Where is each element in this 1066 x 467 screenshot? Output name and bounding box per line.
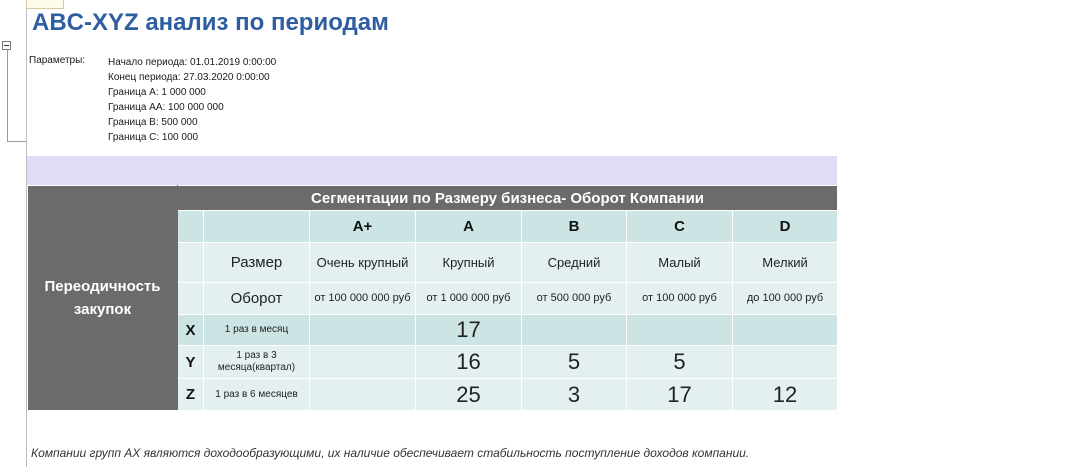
parameter-item: Начало периода: 01.01.2019 0:00:00 [108, 57, 277, 68]
blank-cell [178, 243, 204, 283]
matrix-value-cell [310, 379, 416, 411]
size-cell: Средний [522, 243, 627, 283]
size-cell: Малый [627, 243, 733, 283]
category-header: A+ [310, 211, 416, 243]
parameters-list [108, 55, 276, 145]
matrix-value-cell: 12 [733, 379, 838, 411]
parameter-item: Граница В: 500 000 [108, 117, 198, 128]
turnover-cell: от 1 000 000 руб [416, 283, 522, 315]
matrix-value-cell [627, 315, 733, 346]
frequency-cell: 1 раз в 6 месяцев [204, 379, 310, 411]
matrix-value-cell: 25 [416, 379, 522, 411]
size-row-label: Размер [204, 243, 310, 283]
size-cell: Крупный [416, 243, 522, 283]
matrix-value-cell [310, 346, 416, 379]
xyz-letter: Y [178, 346, 204, 379]
parameter-item: Конец периода: 27.03.2020 0:00:00 [108, 72, 270, 83]
category-header: A [416, 211, 522, 243]
turnover-cell: от 500 000 руб [522, 283, 627, 315]
parameter-item: Граница С: 100 000 [108, 132, 199, 143]
size-cell: Мелкий [733, 243, 838, 283]
turnover-cell: до 100 000 руб [733, 283, 838, 315]
category-header: B [522, 211, 627, 243]
footer-note: Компании групп АХ являются доходообразующими, их наличие обеспечивает стабильность поступление доходов компании. [31, 446, 750, 460]
collapse-group-icon[interactable] [2, 41, 11, 50]
xyz-letter: X [178, 315, 204, 346]
matrix-value-cell: 17 [627, 379, 733, 411]
blank-cell [178, 283, 204, 315]
report-title: ABC-XYZ анализ по периодам [32, 9, 389, 36]
matrix-value-cell [733, 346, 838, 379]
matrix-value-cell [522, 315, 627, 346]
matrix-value-cell: 5 [522, 346, 627, 379]
corner-cell [178, 211, 204, 243]
matrix-value-cell: 16 [416, 346, 522, 379]
category-header: D [733, 211, 838, 243]
xyz-letter: Z [178, 379, 204, 411]
frequency-cell: 1 раз в месяц [204, 315, 310, 346]
matrix-value-cell: 5 [627, 346, 733, 379]
abc-xyz-matrix [27, 185, 838, 411]
frequency-cell: 1 раз в 3 месяца(квартал) [204, 346, 310, 379]
matrix-value-cell: 17 [416, 315, 522, 346]
parameter-item: Граница АА: 100 000 000 [108, 102, 224, 113]
segmentation-header: Сегментации по Размеру бизнеса- Оборот Компании [178, 186, 838, 211]
matrix-value-cell: 3 [522, 379, 627, 411]
corner-cell [204, 211, 310, 243]
category-header: C [627, 211, 733, 243]
turnover-cell: от 100 000 руб [627, 283, 733, 315]
header-band [27, 156, 837, 185]
matrix-value-cell [310, 315, 416, 346]
turnover-cell: от 100 000 000 руб [310, 283, 416, 315]
sheet-tab-stub [26, 0, 64, 9]
purchase-frequency-header: Переодичность закупок [28, 186, 178, 411]
matrix-value-cell [733, 315, 838, 346]
group-outline-bracket [7, 47, 26, 142]
size-cell: Очень крупный [310, 243, 416, 283]
parameter-item: Граница А: 1 000 000 [108, 87, 206, 98]
turnover-row-label: Оборот [204, 283, 310, 315]
parameters-label: Параметры: [29, 55, 86, 66]
